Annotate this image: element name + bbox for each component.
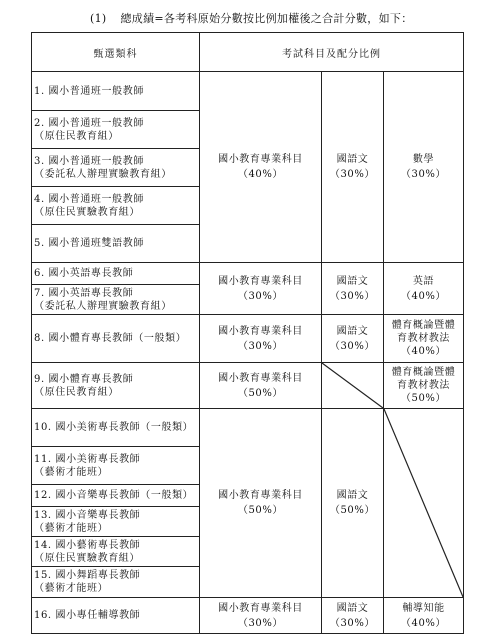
not-applicable-cell: [322, 363, 384, 409]
third-subject-cell: [384, 598, 464, 634]
subject-weight: （40%）: [400, 346, 447, 357]
category-cell: 3. 國小普通班一般教師 （委託私人辦理實驗教育組）: [32, 149, 200, 187]
table-row: [32, 72, 464, 111]
table-header-row: [32, 33, 464, 72]
third-subject-cell: [384, 315, 464, 363]
diagonal-slash: [322, 363, 383, 408]
professional-subject-cell: [200, 315, 322, 363]
professional-subject-cell: [200, 409, 322, 598]
subject-name: 英語: [412, 275, 435, 287]
section-heading: [90, 10, 413, 26]
score-weight-table: [31, 32, 464, 634]
subject-name: 國語文: [336, 275, 369, 287]
subject-weight: （30%）: [329, 169, 376, 180]
diagonal-slash: [384, 409, 463, 597]
category-cell: 6. 國小英語專長教師: [32, 263, 200, 285]
subject-weight: （30%）: [237, 340, 284, 352]
category-cell: 10. 國小美術專長教師（一般類）: [32, 409, 200, 447]
subject-name: 輔導知能: [402, 602, 445, 614]
subject-name: 國語文: [336, 325, 369, 337]
subject-name: 國小教育專業科目: [218, 325, 303, 337]
subject-weight: （50%）: [237, 387, 284, 399]
subject-name: 國小教育專業科目: [218, 602, 303, 614]
subject-name: 國小教育專業科目: [218, 490, 303, 501]
table-row: [32, 363, 464, 409]
category-cell: 15. 國小舞蹈專長教師 （藝術才能班）: [32, 567, 200, 598]
subject-name: 國小教育專業科目: [218, 275, 303, 287]
subject-weight: （30%）: [329, 340, 376, 352]
professional-subject-cell: [200, 263, 322, 315]
subject-weight: （50%）: [237, 505, 284, 516]
professional-subject-cell: [200, 598, 322, 634]
chinese-subject-cell: [322, 315, 384, 363]
subject-name: 國語文: [336, 490, 369, 501]
subject-weight: （30%）: [329, 617, 376, 629]
chinese-subject-cell: [322, 598, 384, 634]
category-cell: 16. 國小專任輔導教師: [32, 598, 200, 634]
chinese-subject-cell: [322, 409, 384, 598]
subject-weight: （50%）: [400, 393, 447, 404]
chinese-subject-cell: [322, 263, 384, 315]
header-subjects: 考試科目及配分比例: [200, 33, 464, 72]
category-cell: 11. 國小美術專長教師 （藝術才能班）: [32, 447, 200, 485]
subject-name: 體育概論暨體 育教材教法: [391, 320, 456, 344]
table-row: [32, 598, 464, 634]
category-cell: 7. 國小英語專長教師 （委託私人辦理實驗教育組）: [32, 285, 200, 315]
category-cell: 4. 國小普通班一般教師 （原住民實驗教育組）: [32, 187, 200, 225]
category-cell: 2. 國小普通班一般教師 （原住民教育組）: [32, 111, 200, 149]
table-row: [32, 409, 464, 447]
subject-name: 國語文: [336, 154, 369, 165]
subject-weight: （30%）: [329, 290, 376, 302]
subject-weight: （40%）: [237, 169, 284, 180]
section-heading-text: 總成績=各考科原始分數按比例加權後之合計分數，如下：: [120, 12, 413, 25]
category-cell: 8. 國小體育專長教師（一般類）: [32, 315, 200, 363]
category-cell: 9. 國小體育專長教師 （原住民教育組）: [32, 363, 200, 409]
subject-name: 國小教育專業科目: [218, 154, 303, 165]
subject-weight: （40%）: [400, 290, 447, 302]
header-category: 甄選類科: [32, 33, 200, 72]
third-subject-cell: [384, 363, 464, 409]
section-number: (1): [90, 12, 107, 25]
category-cell: 14. 國小藝術專長教師 （原住民實驗教育組）: [32, 537, 200, 567]
subject-name: 數學: [412, 154, 435, 165]
third-subject-cell: [384, 72, 464, 263]
table-row: [32, 263, 464, 285]
subject-name: 國小教育專業科目: [218, 372, 303, 384]
professional-subject-cell: [200, 72, 322, 263]
category-cell: 5. 國小普通班雙語教師: [32, 225, 200, 263]
third-subject-cell: [384, 263, 464, 315]
not-applicable-cell: [384, 409, 464, 598]
subject-weight: （50%）: [329, 505, 376, 516]
subject-weight: （40%）: [400, 617, 447, 629]
category-cell: 12. 國小音樂專長教師（一般類）: [32, 485, 200, 507]
subject-name: 國語文: [336, 602, 369, 614]
category-cell: 1. 國小普通班一般教師: [32, 72, 200, 111]
subject-name: 體育概論暨體 育教材教法: [391, 367, 456, 391]
table-row: [32, 315, 464, 363]
subject-weight: （30%）: [237, 290, 284, 302]
subject-weight: （30%）: [400, 169, 447, 180]
chinese-subject-cell: [322, 72, 384, 263]
subject-weight: （30%）: [237, 617, 284, 629]
category-cell: 13. 國小音樂專長教師 （藝術才能班）: [32, 507, 200, 537]
professional-subject-cell: [200, 363, 322, 409]
